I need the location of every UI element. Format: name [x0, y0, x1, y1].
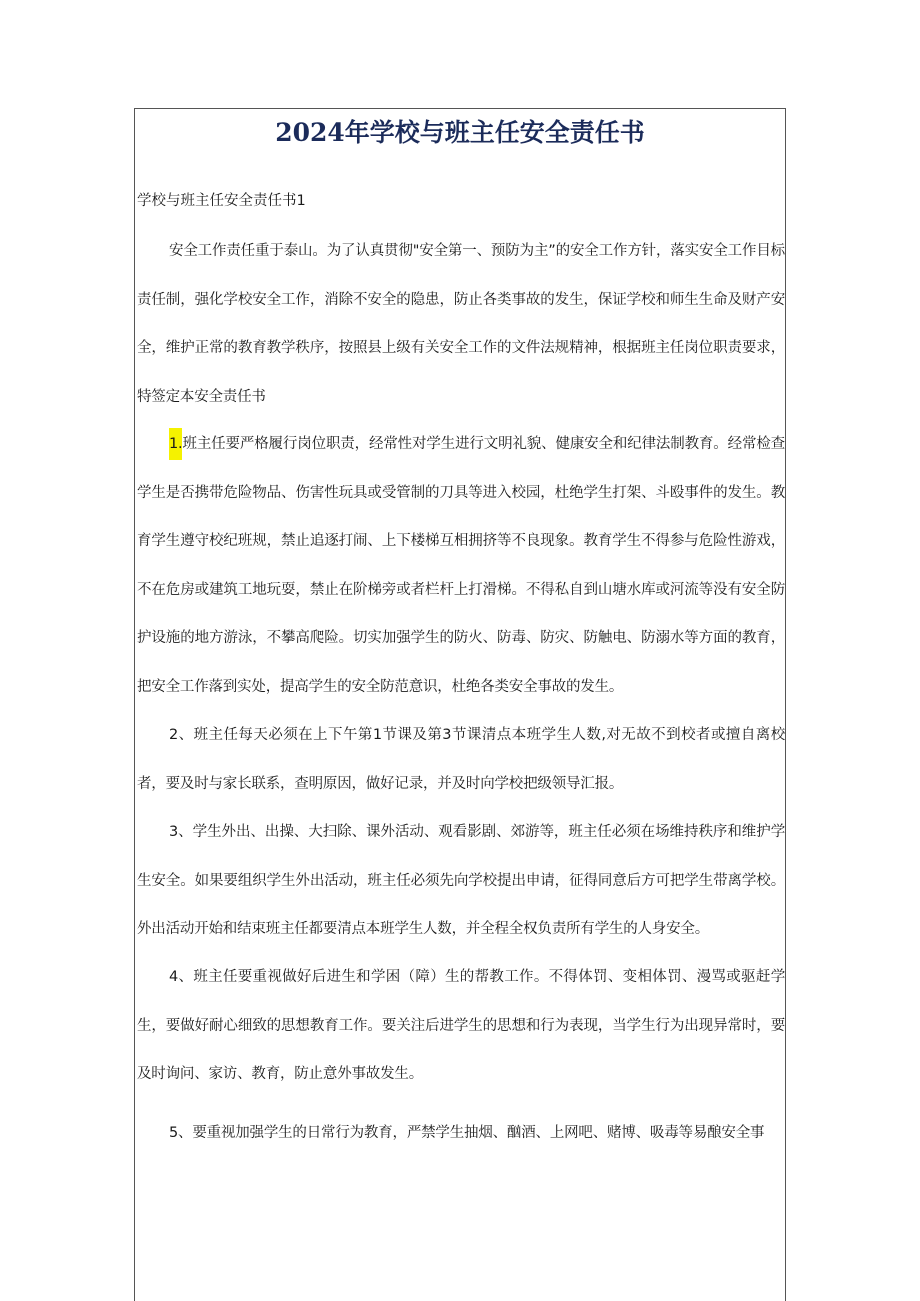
item-1-paragraph — [137, 420, 785, 711]
item-5-paragraph: 5、要重视加强学生的日常行为教育，严禁学生抽烟、酗酒、上网吧、赌博、吸毒等易酿安全事 — [169, 1125, 765, 1141]
section-title: 学校与班主任安全责任书1 — [137, 193, 306, 209]
item-4-paragraph: 4、班主任要重视做好后进生和学困（障）生的帮教工作。不得体罚、变相体罚、漫骂或驱赶学生，要做好耐心细致的思想教育工作。要关注后进学生的思想和行为表现，当学生行为出现异常时，要及时询问、家访、教育，防止意外事故发生。 — [137, 969, 785, 1082]
document-title: 2024年学校与班主任安全责任书 — [275, 118, 645, 147]
intro-paragraph: 安全工作责任重于泰山。为了认真贯彻"安全第一、预防为主”的安全工作方针，落实安全工作目标责任制，强化学校安全工作，消除不安全的隐患，防止各类事故的发生，保证学校和师生生命及财产安全，维护正常的教育教学秩序，按照县上级有关安全工作的文件法规精神，根据班主任岗位职责要求，特签定本安全责任书 — [137, 243, 785, 405]
item-2-paragraph: 2、班主任每天必须在上下午第1节课及第3节课清点本班学生人数,对无故不到校者或擅自离校者，要及时与家长联系，查明原因，做好记录，并及时向学校把级领导汇报。 — [137, 727, 785, 792]
highlighted-number: 1. — [169, 428, 182, 460]
item-3-paragraph: 3、学生外出、出操、大扫除、课外活动、观看影剧、郊游等，班主任必须在场维持秩序和维护学生安全。如果要组织学生外出活动，班主任必须先向学校提出申请，征得同意后方可把学生带离学校。外出活动开始和结束班主任都要清点本班学生人数，并全程全权负责所有学生的人身安全。 — [137, 824, 785, 937]
item-1-text: 班主任要严格履行岗位职责，经常性对学生进行文明礼貌、健康安全和纪律法制教育。经常检查学生是否携带危险物品、伤害性玩具或受管制的刀具等进入校园，杜绝学生打架、斗殴事件的发生。教育学生遵守校纪班规，禁止追逐打闹、上下楼梯互相拥挤等不良现象。教育学生不得参与危险性游戏，不在危房或建筑工地玩耍，禁止在阶梯旁或者栏杆上打滑梯。不得私自到山塘水库或河流等没有安全防护设施的地方游泳，不攀高爬险。切实加强学生的防火、防毒、防灾、防触电、防溺水等方面的教育，把安全工作落到实处，提高学生的安全防范意识，杜绝各类安全事故的发生。 — [137, 436, 785, 695]
